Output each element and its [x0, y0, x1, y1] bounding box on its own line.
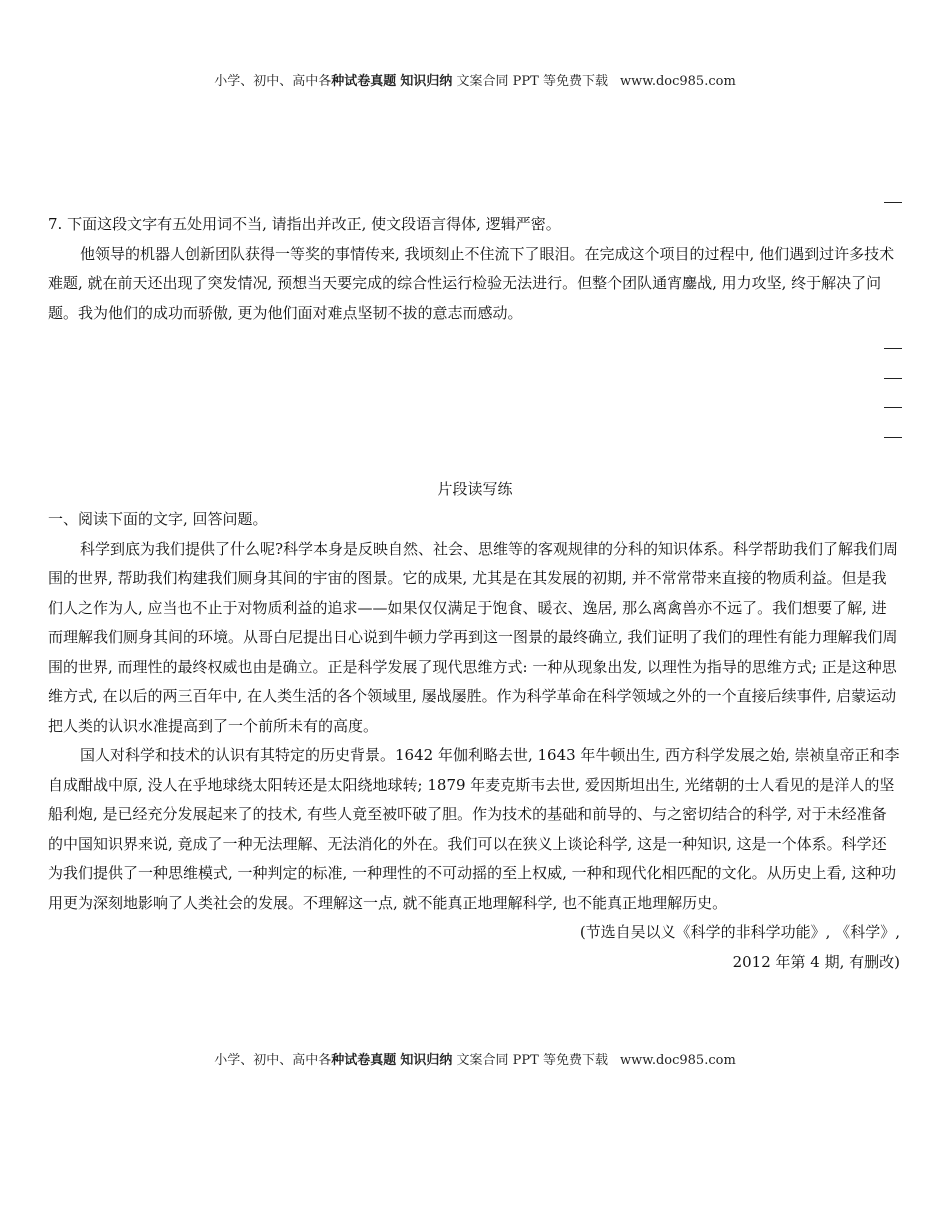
question-7-passage: 他领导的机器人创新团队获得一等奖的事情传来, 我顷刻止不住流下了眼泪。在完成这个项目的过程中, 他们遇到过许多技术难题, 就在前天还出现了突发情况, 预想当天要完成的综合性运行检验无法进行。但整个团队通宵鏖战, 用力攻坚, 终于解决了问题。我为他们的成功而骄傲, 更为他们面对难点坚韧不拔的意志而感动。 [48, 244, 895, 322]
reading-paragraph-1: 科学到底为我们提供了什么呢?科学本身是反映自然、社会、思维等的客观规律的分科的知识体系。科学帮助我们了解我们周围的世界, 帮助我们构建我们厕身其间的宇宙的图景。它的成果, 尤其是在其发展的初期, 并不常常带来直接的物质利益。但是我们人之作为人, 应当也不止于对物质利益的追求——如果仅仅满足于饱食、暖衣、逸居, 那么离禽兽亦不远了。我们想要了解, 进而理解我们厕身其间的环境。从哥白尼提出日心说到牛顿力学再到这一图景的最终确立, 我们证明了我们的理性有能力理解我们周围的世界, 而理性的最终权威也由是确立。正是科学发展了现代思维方式: 一种从现象出发, 以理性为指导的思维方式; 正是这种思维方式, 在以后的两三百年中, 在人类生活的各个领域里, 屡战屡胜。作为科学革命在科学领域之外的一个直接后续事件, 启蒙运动把人类的认识水准提高到了一个前所未有的高度。 [48, 539, 899, 735]
reading-paragraph-2: 国人对科学和技术的认识有其特定的历史背景。1642 年伽利略去世, 1643 年牛顿出生, 西方科学发展之始, 崇祯皇帝正和李自成酣战中原, 没人在乎地球绕太阳转还是太阳绕地球转; 1879 年麦克斯韦去世, 爱因斯坦出生, 光绪朝的士人看见的是洋人的坚船利炮, 是已经充分发展起来了的技术, 有些人竟至被吓破了胆。作为技术的基础和前导的、与之密切结合的科学, 对于未经准备的中国知识界来说, 竟成了一种无法理解、无法消化的外在。我们可以在狭义上谈论科学, 这是一种知识, 这是一个体系。科学还为我们提供了一种思维模式, 一种判定的标准, 一种理性的不可动摇的至上权威, 一种和现代化相匹配的文化。从历史上看, 这种功用更为深刻地影响了人类社会的发展。不理解这一点, 就不能真正地理解科学, 也不能真正地理解历史。 [48, 746, 900, 912]
footer-url: www.doc985.com [619, 1053, 736, 1068]
answer-line-2 [884, 348, 902, 349]
reading-section [48, 505, 900, 977]
answer-line-4 [884, 407, 902, 408]
footer-prefix: 小学、初中、高中各 [214, 1053, 332, 1068]
footer-bold-exams: 种试卷真题 [331, 1053, 397, 1068]
reading-instruction: 一、阅读下面的文字, 回答问题。 [48, 510, 268, 528]
header-url: www.doc985.com [619, 74, 736, 89]
answer-line-1 [884, 202, 902, 203]
source-line-1: (节选自吴以义《科学的非科学功能》, 《科学》, [579, 923, 900, 941]
footer-bold-knowledge: 知识归纳 [400, 1053, 453, 1068]
footer-suffix: 文案合同 PPT 等免费下载 [452, 1053, 608, 1068]
question-7 [48, 210, 900, 328]
answer-line-3 [884, 378, 902, 379]
question-7-prompt: 7. 下面这段文字有五处用词不当, 请指出并改正, 使文段语言得体, 逻辑严密。 [48, 215, 561, 233]
header-bold-exams: 种试卷真题 [331, 74, 397, 89]
section-title: 片段读写练 [437, 480, 513, 498]
header-prefix: 小学、初中、高中各 [214, 74, 332, 89]
page-header [0, 70, 950, 89]
source-line-2: 2012 年第 4 期, 有删改) [732, 952, 900, 971]
header-bold-knowledge: 知识归纳 [400, 74, 453, 89]
header-suffix: 文案合同 PPT 等免费下载 [452, 74, 608, 89]
page-footer [0, 1049, 950, 1068]
answer-line-5 [884, 437, 902, 438]
